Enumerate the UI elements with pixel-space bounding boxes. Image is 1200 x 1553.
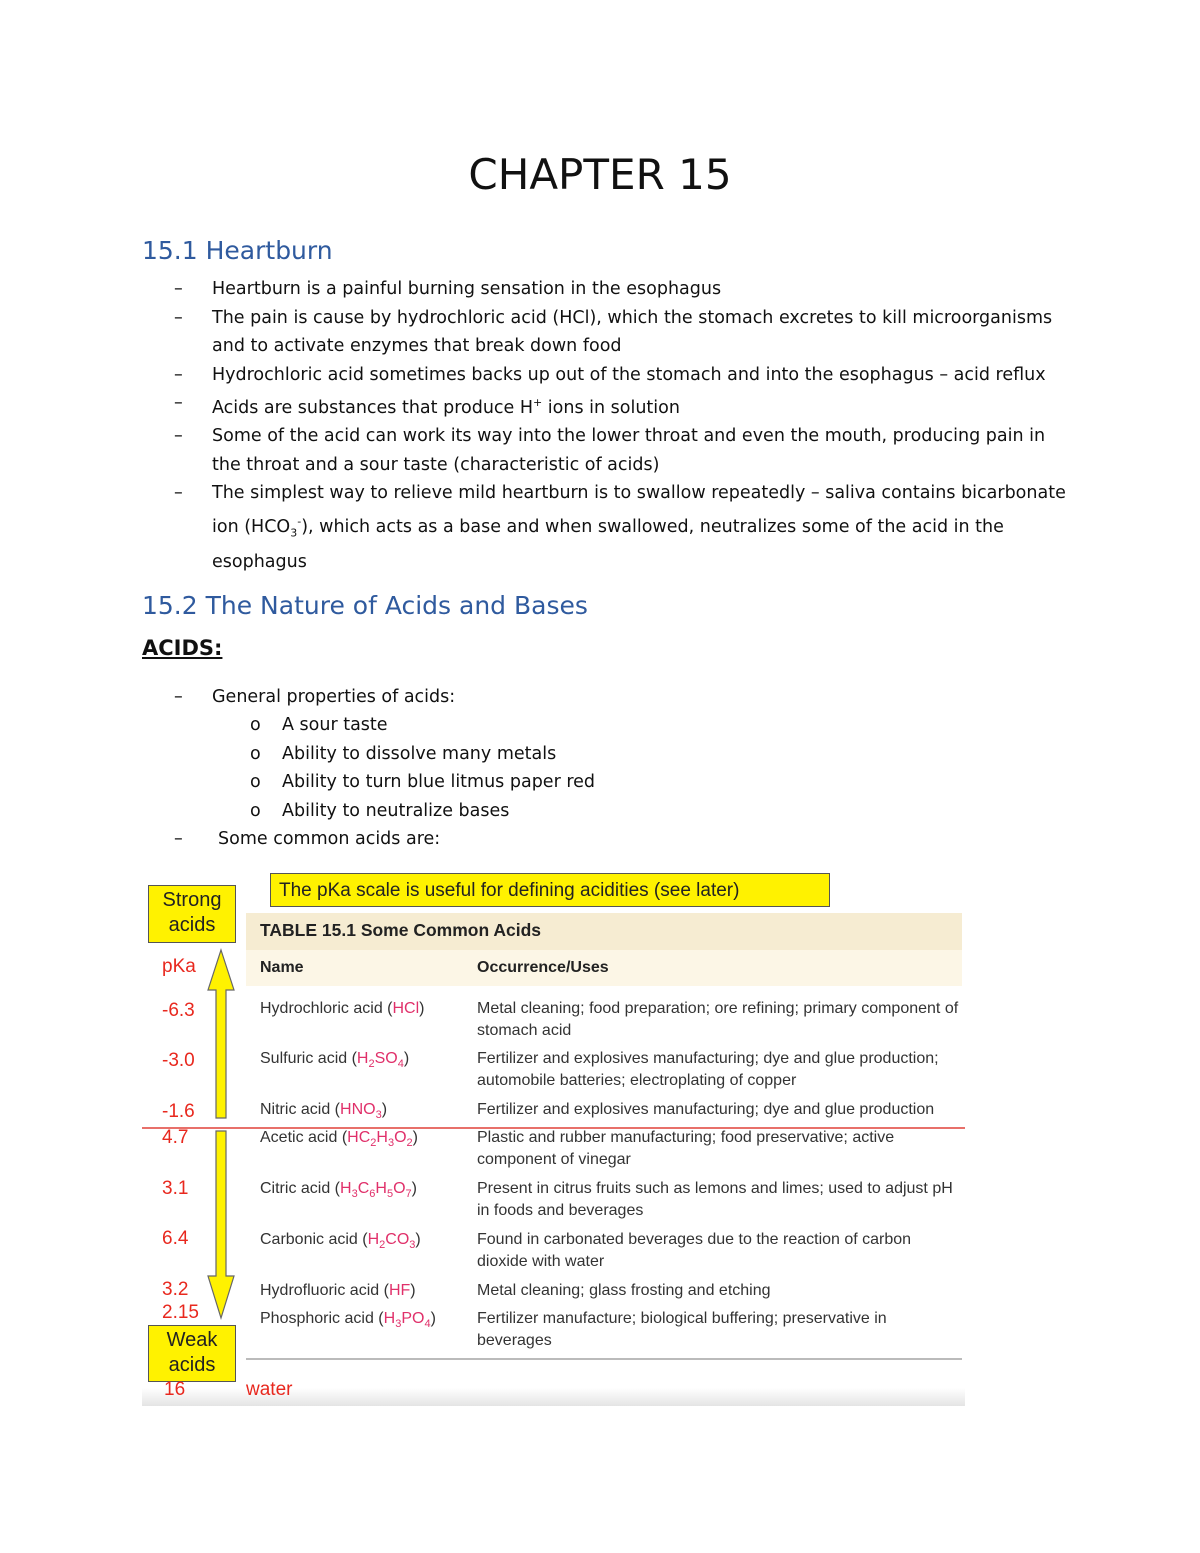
pka-value: 4.7 bbox=[162, 1127, 189, 1148]
formula: HF bbox=[388, 1282, 411, 1299]
acid-name: Citric acid $(H_3C_6H_5O_7)$ bbox=[260, 1180, 417, 1201]
strong-acids-box bbox=[148, 885, 236, 943]
table-title: TABLE 15.1 Some Common Acids bbox=[260, 920, 542, 940]
superscript: - bbox=[297, 514, 302, 528]
pka-note-box: The pKa scale is useful for defining acidities (see later) bbox=[270, 873, 830, 907]
bullet-text-tail: ions in solution bbox=[542, 397, 680, 418]
strong-label: Strong bbox=[162, 889, 222, 911]
acid-name-text: Sulfuric acid ( bbox=[260, 1050, 357, 1067]
acids-label: ACIDS: bbox=[142, 636, 223, 660]
pka-value: -1.6 bbox=[162, 1101, 195, 1122]
acid-name: Nitric acid $(HNO_3)$ bbox=[260, 1101, 388, 1122]
bullet-text: General properties of acids: bbox=[212, 687, 456, 707]
list-item: – The simplest way to relieve mild heartburn is to swallow repeatedly – saliva contains bicarbonate ion $(HCO_3^-)$, which acts as a base and when swallowed, neutralizes some of the acid in the esophagus bbox=[174, 483, 1066, 572]
section-heading-heartburn: 15.1 Heartburn bbox=[142, 236, 333, 265]
acid-name-text: Citric acid ( bbox=[260, 1180, 341, 1197]
bullet-text: Heartburn is a painful burning sensation in the esophagus bbox=[212, 279, 722, 299]
bullet-text: Acids are substances that produce H bbox=[212, 397, 534, 418]
acid-use: Found in carbonated beverages due to the reaction of carbon dioxide with water bbox=[477, 1231, 912, 1270]
bullet-text: Hydrochloric acid sometimes backs up out of the stomach and into the esophagus – acid reflux bbox=[212, 364, 1046, 385]
column-header-uses: Occurrence/Uses bbox=[477, 959, 609, 976]
acid-name-text: Phosphoric acid ( bbox=[260, 1310, 384, 1327]
acid-use: Fertilizer and explosives manufacturing; dye and glue production; automobile batteries; electroplating of copper bbox=[477, 1050, 939, 1089]
property-text: Ability to neutralize bases bbox=[282, 800, 510, 821]
property-text: A sour taste bbox=[282, 715, 388, 735]
acid-name: Sulfuric acid $(H_2SO_4)$ bbox=[260, 1050, 410, 1071]
acidity-arrow-icon bbox=[202, 946, 242, 1366]
acid-name-text: Hydrochloric acid ( bbox=[260, 1000, 393, 1017]
acid-use: Fertilizer and explosives manufacturing; dye and glue production bbox=[477, 1101, 935, 1118]
table-bottom-rule bbox=[246, 1358, 962, 1360]
list-item: – Acids are substances that produce H+ ions in solution bbox=[174, 393, 680, 418]
heartburn-bullet-list bbox=[142, 275, 1072, 576]
bullet-text: Some of the acid can work its way into the lower throat and even the mouth, producing pain in the throat and a sour taste (characteristic of acids) bbox=[212, 426, 1046, 475]
subscript: 3 bbox=[290, 526, 298, 540]
pka-value: 2.15 bbox=[162, 1302, 199, 1323]
list-item: – Hydrochloric acid sometimes backs up out of the stomach and into the esophagus – acid reflux bbox=[174, 364, 1046, 385]
list-item: o A sour taste bbox=[250, 715, 388, 735]
list-item: – Some of the acid can work its way into the lower throat and even the mouth, producing pain in the throat and a sour taste (characteristic of acids) bbox=[174, 426, 1046, 475]
list-item: o Ability to dissolve many metals bbox=[250, 743, 557, 764]
list-item: – Some common acids are: bbox=[174, 829, 441, 849]
pka-value: 6.4 bbox=[162, 1228, 189, 1249]
bullet-text: Some common acids are: bbox=[218, 829, 441, 849]
section-heading-acids-bases: 15.2 The Nature of Acids and Bases bbox=[142, 591, 588, 620]
list-item: – Heartburn is a painful burning sensation in the esophagus bbox=[174, 279, 722, 299]
acid-name-text: Nitric acid ( bbox=[260, 1101, 341, 1118]
acid-name-text: Acetic acid ( bbox=[260, 1129, 348, 1146]
strong-label: acids bbox=[168, 914, 216, 936]
weak-label: acids bbox=[168, 1354, 216, 1376]
bullet-text-tail: ), which acts as a base and when swallowed, neutralizes some of the acid in the esophagus bbox=[212, 516, 1004, 572]
acid-name: Phosphoric acid $(H_3PO_4)$ bbox=[260, 1310, 436, 1331]
list-item: o Ability to turn blue litmus paper red bbox=[250, 772, 596, 792]
acid-name: Carbonic acid $(H_2CO_3)$ bbox=[260, 1231, 421, 1252]
acid-use: Metal cleaning; food preparation; ore refining; primary component of stomach acid bbox=[477, 1000, 959, 1039]
water-label: water bbox=[246, 1379, 293, 1400]
acid-name: Hydrofluoric acid (HF) bbox=[260, 1282, 416, 1299]
weak-acids-box bbox=[148, 1325, 236, 1382]
acid-use: Metal cleaning; glass frosting and etching bbox=[477, 1282, 771, 1299]
property-text: Ability to turn blue litmus paper red bbox=[282, 772, 596, 792]
superscript: + bbox=[533, 396, 543, 409]
chapter-title: CHAPTER 15 bbox=[468, 150, 732, 199]
list-item: – General properties of acids: bbox=[174, 687, 456, 707]
properties-list bbox=[212, 711, 1012, 825]
acid-name-text: Carbonic acid ( bbox=[260, 1231, 368, 1248]
acids-bullet-list bbox=[142, 683, 1072, 712]
acid-use: Fertilizer manufacture; biological buffering; preservative in beverages bbox=[477, 1310, 887, 1349]
bullet-text: The simplest way to relieve mild heartburn is to swallow repeatedly – saliva contains bicarbonate ion (HCO bbox=[212, 483, 1066, 537]
acid-name-text: Hydrofluoric acid ( bbox=[260, 1282, 389, 1299]
acid-name: Hydrochloric acid (HCl) bbox=[260, 1000, 425, 1017]
acid-use: Present in citrus fruits such as lemons and limes; used to adjust pH in foods and beverages bbox=[477, 1180, 953, 1219]
pka-value: 3.1 bbox=[162, 1178, 189, 1199]
pka-value: 3.2 bbox=[162, 1279, 189, 1300]
acid-use: Plastic and rubber manufacturing; food preservative; active component of vinegar bbox=[477, 1129, 895, 1168]
acids-bullet-list-2 bbox=[142, 825, 1072, 854]
acid-name: Acetic acid $(HC_2H_3O_2)$ bbox=[260, 1129, 418, 1150]
list-item: o Ability to neutralize bases bbox=[250, 800, 510, 821]
formula: HCl bbox=[392, 1000, 420, 1017]
property-text: Ability to dissolve many metals bbox=[282, 743, 557, 764]
pka-value: -3.0 bbox=[162, 1050, 195, 1071]
weak-label: Weak bbox=[166, 1329, 218, 1351]
common-acids-table-figure bbox=[142, 870, 965, 1408]
pka-header: pKa bbox=[162, 956, 196, 977]
pka-value: -6.3 bbox=[162, 1000, 195, 1021]
bullet-text: The pain is cause by hydrochloric acid (HCl), which the stomach excretes to kill microorganisms and to activate enzymes that break down food bbox=[212, 307, 1053, 356]
column-header-name: Name bbox=[260, 959, 304, 976]
list-item: – The pain is cause by hydrochloric acid (HCl), which the stomach excretes to kill microorganisms and to activate enzymes that break down food bbox=[174, 307, 1053, 356]
water-pka: 16 bbox=[164, 1379, 186, 1400]
